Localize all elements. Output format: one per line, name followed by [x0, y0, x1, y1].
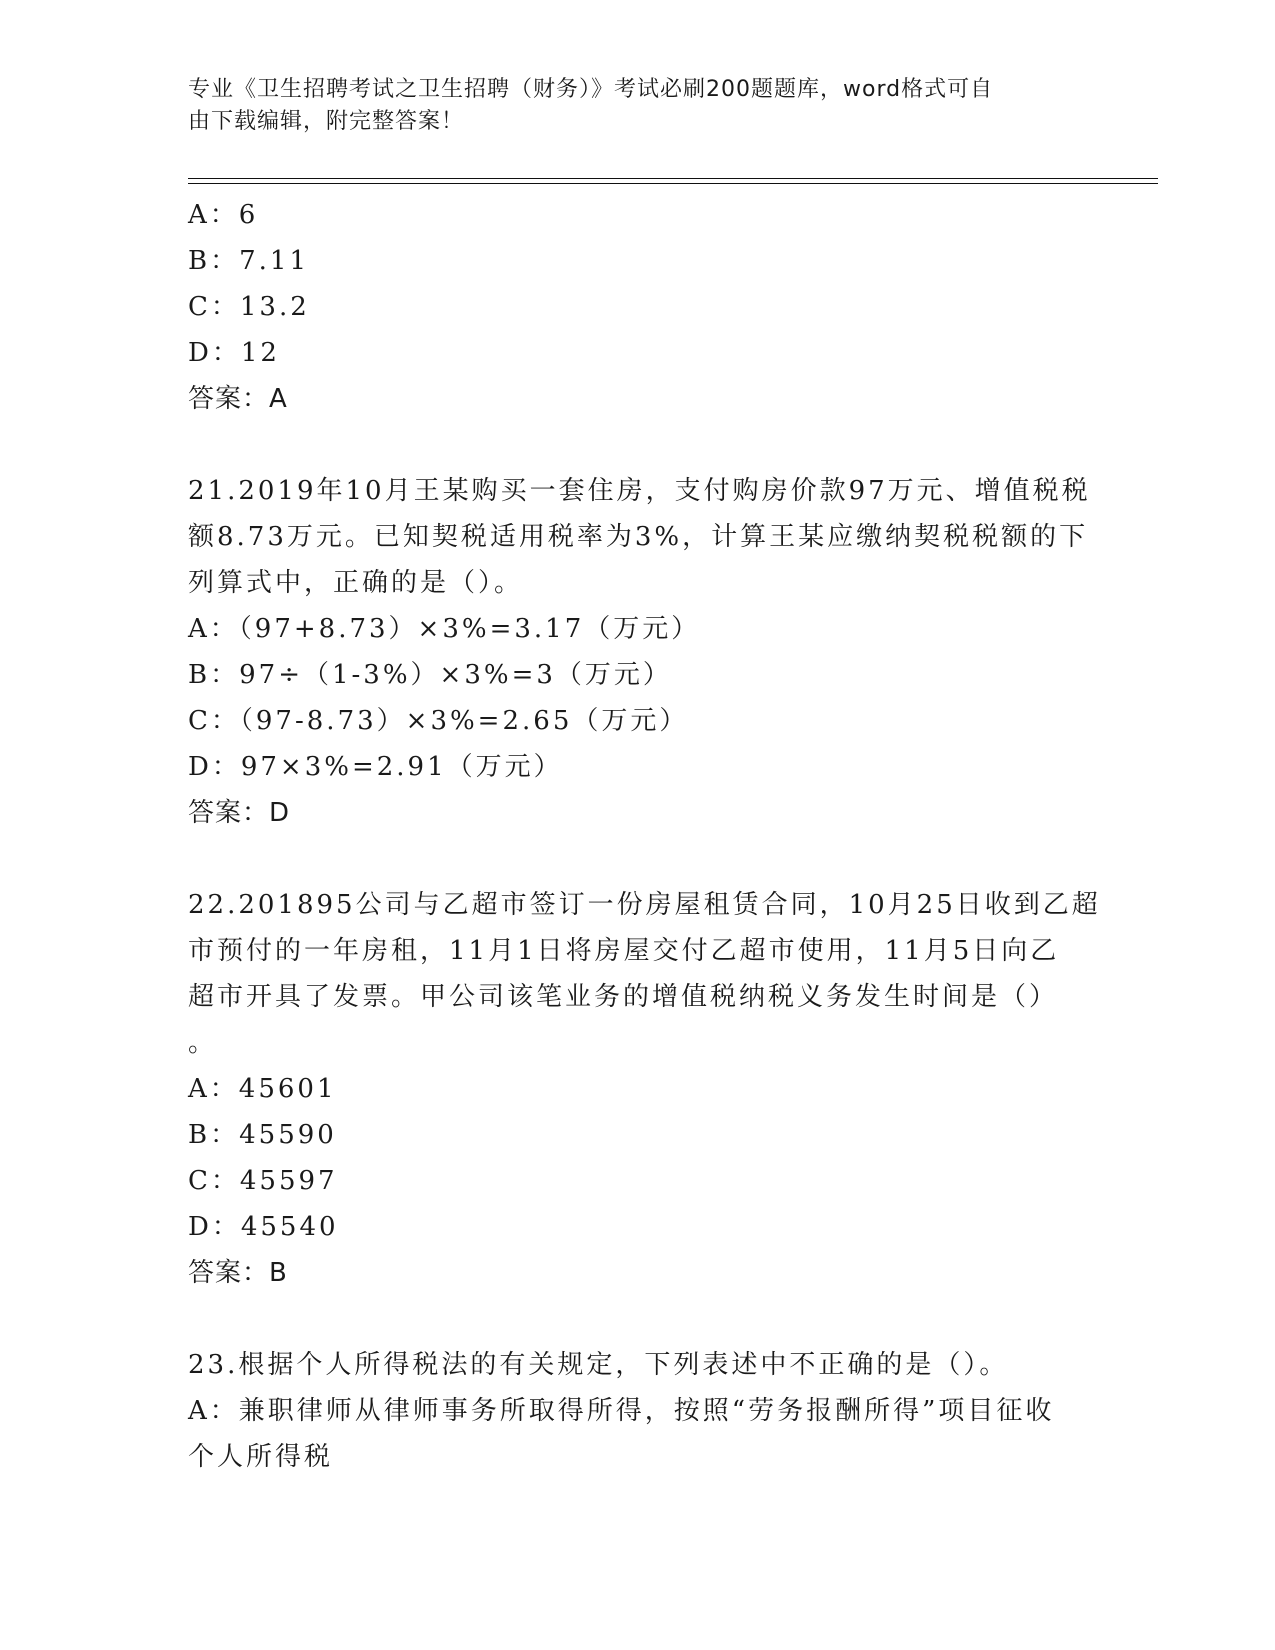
question-22 — [188, 882, 1101, 1296]
option-a: A：（97+8.73）×3%=3.17（万元） — [188, 614, 701, 644]
header-line-2: 由下载编辑，附完整答案！ — [188, 109, 465, 134]
answer-line: 答案：A — [188, 384, 288, 414]
question-20 — [188, 192, 1088, 422]
answer-line: 答案：B — [188, 1258, 288, 1288]
option-b: B：7.11 — [188, 246, 309, 276]
option-a-continued: 个人所得税 — [188, 1442, 334, 1472]
option-c: C：45597 — [188, 1166, 338, 1196]
question-text-line: 市预付的一年房租，11月1日将房屋交付乙超市使用，11月5日向乙 — [188, 936, 1060, 966]
question-21 — [188, 468, 1091, 836]
header-divider-bottom — [188, 183, 1158, 184]
option-c: C：13.2 — [188, 292, 310, 322]
question-text-line: 。 — [188, 1028, 218, 1058]
option-a: A：45601 — [188, 1074, 337, 1104]
question-text-line: 列算式中，正确的是（）。 — [188, 568, 524, 598]
option-a: A：兼职律师从律师事务所取得所得，按照“劳务报酬所得”项目征收 — [188, 1396, 1055, 1426]
option-d: D：45540 — [188, 1212, 339, 1242]
option-a: A：6 — [188, 200, 259, 230]
question-23 — [188, 1342, 1088, 1480]
question-text-line: 22.201895公司与乙超市签订一份房屋租赁合同，10月25日收到乙超 — [188, 890, 1101, 920]
option-d: D：12 — [188, 338, 280, 368]
spacer — [188, 422, 1088, 468]
question-text-line: 23.根据个人所得税法的有关规定，下列表述中不正确的是（）。 — [188, 1350, 1009, 1380]
header-divider-top — [188, 178, 1158, 179]
header-line-1: 专业《卫生招聘考试之卫生招聘（财务）》考试必刷200题题库，word格式可自 — [188, 77, 994, 102]
question-content — [188, 192, 1101, 1480]
question-text-line: 额8.73万元。已知契税适用税率为3%，计算王某应缴纳契税税额的下 — [188, 522, 1089, 552]
spacer — [188, 836, 1088, 882]
spacer — [188, 1296, 1088, 1342]
document-header — [188, 74, 1088, 138]
answer-line: 答案：D — [188, 798, 291, 828]
option-b: B：45590 — [188, 1120, 337, 1150]
question-text-line: 超市开具了发票。甲公司该笔业务的增值税纳税义务发生时间是（） — [188, 982, 1059, 1012]
option-d: D：97×3%=2.91（万元） — [188, 752, 563, 782]
question-text-line: 21.2019年10月王某购买一套住房，支付购房价款97万元、增值税税 — [188, 476, 1091, 506]
option-b: B：97÷（1-3%）×3%=3（万元） — [188, 660, 672, 690]
option-c: C：（97-8.73）×3%=2.65（万元） — [188, 706, 689, 736]
